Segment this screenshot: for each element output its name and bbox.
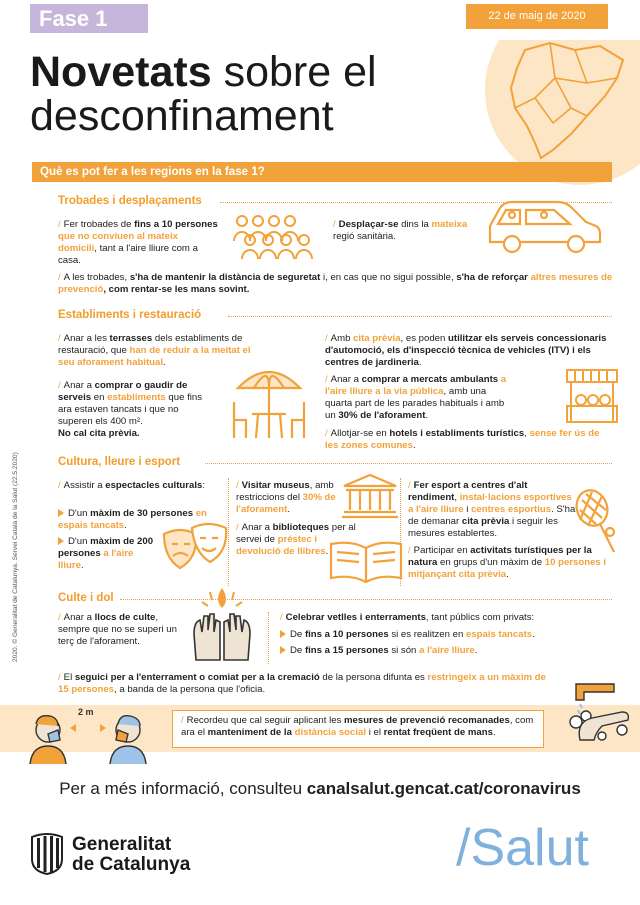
item-vetlles: / Celebrar vetlles i enterraments, tant públics com privats: [280,612,535,623]
item-hotels: / Allotjar-se en hotels i establiments turístics, sense fer ús de les zones comunes. [325,428,600,451]
item-llocs-culte: / Anar a llocs de culte, sempre que no se superi un terç de l'aforament. [58,612,177,647]
praying-hands-candle-icon [188,586,256,664]
column-divider [400,478,401,586]
item-mercats: / Anar a comprar a mercats ambulants a l'aire lliure a la via pública, amb una quarta part de les parades habituals i amb un 30% de l'aforament. [325,374,507,421]
prevention-box [172,710,544,748]
item-cita-previa: / Amb cita prèvia, es poden utilitzar els serveis concessionaris d'automoció, els d'inspecció tècnica de vehicles (ITV) i els centres de jardineria. [325,333,607,368]
prevention-text: / Recordeu que cal seguir aplicant les mesures de prevenció recomanades, com ara el manteniment de la distància social i el rentat freqüent de mans. [181,715,534,738]
section-title-cultura: Cultura, lleure i esport [58,456,186,468]
item-distancia: / A les trobades, s'ha de mantenir la distància de seguretat i, en cas que no sigui possible, s'ha de reforçar altres mesures de prevenció, com rentar-se les mans sovint. [58,272,613,295]
side-credit: 2020. © Generalitat de Catalunya. Servei Català de la Salut (22.5.2020) [12,452,19,662]
item-espectacles-200: D'un màxim de 200 persones a l'aire lliure. [58,536,154,571]
museum-icon [340,472,400,520]
item-espectacles-30: D'un màxim de 30 persones en espais tancats. [58,508,207,531]
item-comprar-serveis: / Anar a comprar o gaudir de serveis en establiments que fins ara estaven tancats i que no superen els 400 m². No cal cita prèvia. [58,380,203,439]
section-title-culte: Culte i dol [58,592,120,604]
group-people-icon [228,213,316,261]
terrace-umbrella-icon [228,362,310,440]
section-title-trobades: Trobades i desplaçaments [58,195,208,207]
side-credit-wrap [12,402,24,662]
car-icon [486,198,604,256]
hand-washing-icon [562,682,634,744]
section-title-establiments: Establiments i restauració [58,309,207,321]
more-info-link[interactable]: canalsalut.gencat.cat/coronavirus [306,779,581,798]
item-vetlles-15: De fins a 15 persones si són a l'aire lliure. [280,645,610,657]
distance-label: 2 m [78,707,94,717]
generalitat-logo-text: Generalitat de Catalunya [72,834,191,875]
item-trobades-10: / Fer trobades de fins a 10 persones que no conviuen al mateix domicili, tant a l'aire lliure com a casa. [58,219,218,266]
item-desplacar: / Desplaçar-se dins la mateixa regió sanitària. [333,219,468,242]
item-espectacles: / Assistir a espectacles culturals: [58,480,205,491]
date-badge: 22 de maig de 2020 [466,4,608,29]
item-seguici: / El seguici per a l'enterrament o comiat per a la cremació de la persona difunta es restringeix a un màxim de 15 persones, a banda de la persona que l'oficia. [58,672,546,695]
item-museus: / Visitar museus, amb restriccions del 30% de l'aforament. [236,480,336,515]
subtitle-bar: Què es pot fer a les regions en la fase 1? [32,162,612,182]
market-stall-icon [563,366,621,424]
item-terrasses: / Anar a les terrasses dels establiments de restauració, que han de reduir a la meitat el seu aforament habitual. [58,333,251,368]
open-book-icon [327,540,405,584]
page-title: Novetats sobre el desconfinament [30,48,377,140]
catalonia-map-icon [505,38,635,163]
generalitat-logo-icon [30,833,64,875]
salut-logo: /Salut [456,819,589,877]
more-info: Per a més informació, consulteu canalsalut.gencat.cat/coronavirus [59,779,581,798]
item-vetlles-10: De fins a 10 persones si es realitzen en espais tancats. [280,629,610,641]
section-divider [205,463,612,464]
item-biblioteques: / Anar a biblioteques per al servei de préstec i devolució de llibres. [236,522,356,557]
item-esport: / Fer esport a centres d'alt rendiment, instal·lacions esportives a l'aire lliure i centres esportius. S'ha de demanar cita prèvia i seguir les mesures establertes. [408,480,576,539]
item-activitats-natura: / Participar en activitats turístiques per la natura en grups d'un màxim de 10 persones i mitjançant cita prèvia. [408,545,607,580]
phase-badge: Fase 1 [30,4,148,33]
section-divider [228,316,612,317]
column-divider [228,478,229,586]
theatre-masks-icon [160,522,230,574]
column-divider [268,612,269,664]
